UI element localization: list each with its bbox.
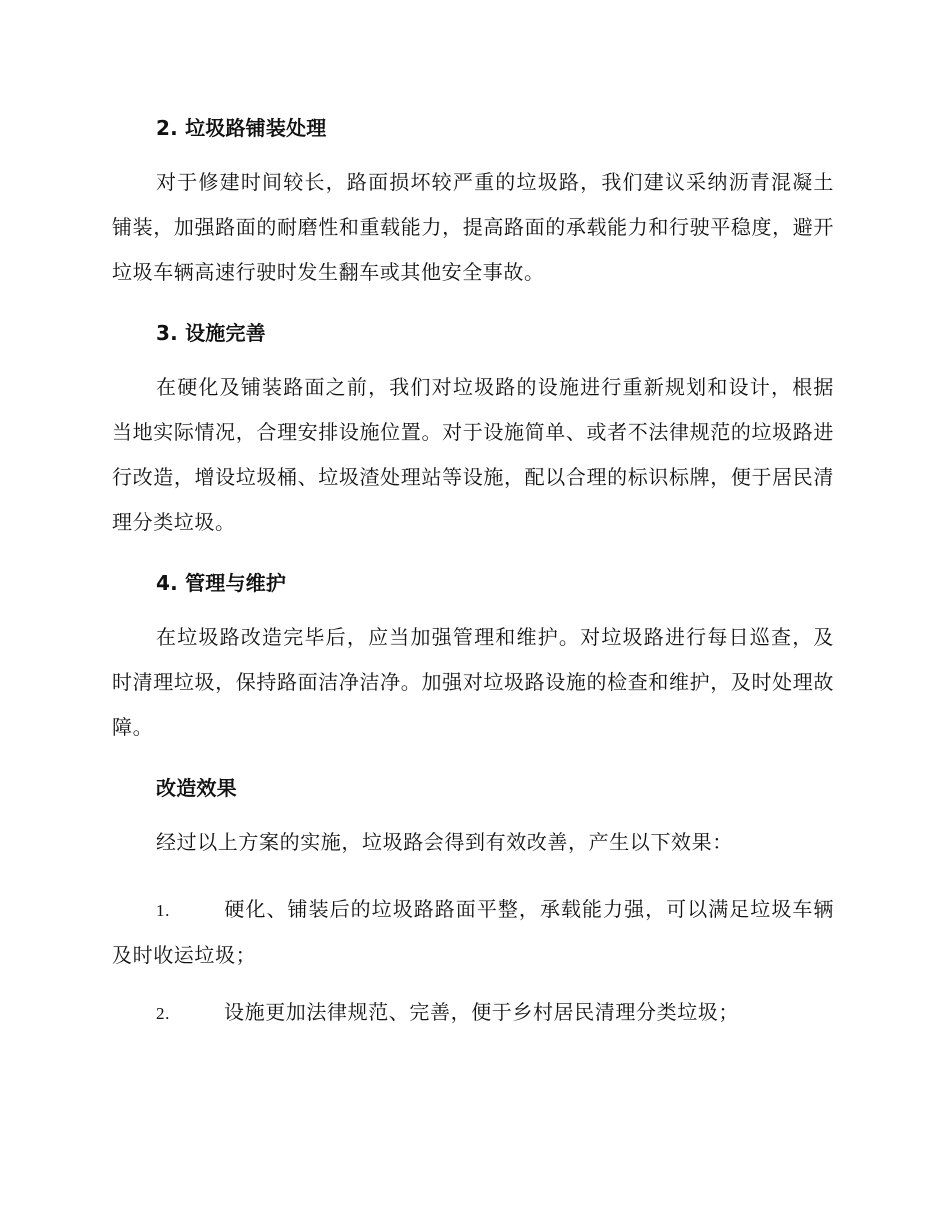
list-item-text: 硬化、铺装后的垃圾路路面平整，承载能力强，可以满足垃圾车辆及时收运垃圾； [112, 897, 834, 967]
section-paragraph-maintenance: 在垃圾路改造完毕后，应当加强管理和维护。对垃圾路进行每日巡查，及时清理垃圾，保持路面洁净洁净。加强对垃圾路设施的检查和维护，及时处理故障。 [112, 625, 834, 739]
list-item [112, 887, 834, 978]
section-heading-paving: 2. 垃圾路铺装处理 [156, 116, 327, 140]
list-item-number: 2. [156, 1004, 170, 1023]
section-heading-maintenance: 4. 管理与维护 [156, 571, 287, 595]
list-item-number: 1. [156, 901, 170, 920]
section-paragraph-effects: 经过以上方案的实施，垃圾路会得到有效改善，产生以下效果： [156, 830, 733, 854]
section-heading-effects: 改造效果 [156, 776, 237, 800]
document-content [112, 112, 834, 1048]
list-item [112, 990, 834, 1036]
section-paragraph-paving: 对于修建时间较长，路面损坏较严重的垃圾路，我们建议采纳沥青混凝土铺装，加强路面的耐磨性和重载能力，提高路面的承载能力和行驶平稳度，避开垃圾车辆高速行驶时发生翻车或其他安全事故。 [112, 170, 834, 284]
section-heading-facilities: 3. 设施完善 [156, 321, 266, 345]
list-item-text: 设施更加法律规范、完善，便于乡村居民清理分类垃圾； [224, 1000, 739, 1024]
section-paragraph-facilities: 在硬化及铺装路面之前，我们对垃圾路的设施进行重新规划和设计，根据当地实际情况，合理安排设施位置。对于设施简单、或者不法律规范的垃圾路进行改造，增设垃圾桶、垃圾渣处理站等设施，配以合理的标识标牌，便于居民清理分类垃圾。 [112, 375, 834, 534]
